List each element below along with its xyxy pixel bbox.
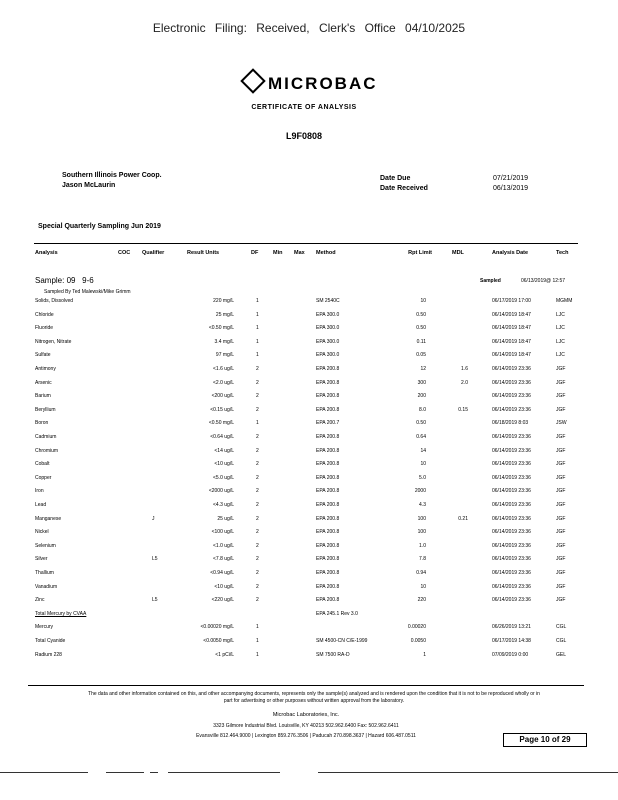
row-rpt-limit: 1.0 — [419, 542, 426, 549]
row-rpt-limit: 8.0 — [419, 406, 426, 413]
page-number: Page 10 of 29 — [503, 733, 587, 747]
row-method: EPA 200.8 — [316, 488, 340, 495]
row-mdl: 0.21 — [458, 515, 468, 522]
row-analysis: Beryllium — [35, 406, 56, 413]
row-analysis: Selenium — [35, 542, 56, 549]
footer-divider — [28, 685, 584, 686]
row-analysis: Antimony — [35, 366, 56, 372]
row-tech: JGF — [556, 570, 566, 576]
row-analysis: Solids, Dissolved — [35, 298, 74, 304]
row-analysis: Silver — [35, 556, 48, 563]
row-result: <100 ug/L — [211, 529, 234, 536]
row-tech: LJC — [556, 311, 565, 318]
col-coc: COC — [118, 250, 131, 256]
row-analysis-date: 06/14/2019 23:36 — [492, 406, 531, 413]
row-rpt-limit: 200 — [417, 393, 426, 400]
row-df: 1 — [256, 311, 259, 318]
row-analysis: Zinc — [35, 597, 45, 604]
row-analysis-date: 06/14/2019 23:36 — [492, 570, 531, 576]
row-method: EPA 300.0 — [316, 325, 340, 332]
row-result: <200 ug/L — [211, 393, 234, 400]
row-result: <2000 ug/L — [208, 488, 234, 495]
row-analysis-date: 06/14/2019 23:36 — [492, 515, 531, 522]
row-tech: CGL — [556, 638, 567, 644]
row-analysis-date: 06/14/2019 18:47 — [492, 352, 531, 359]
table-row — [0, 434, 618, 447]
date-due: 07/21/2019 — [493, 175, 529, 182]
table-row — [0, 352, 618, 365]
row-result: <10 ug/L — [214, 461, 234, 468]
row-result: <220 ug/L — [211, 597, 234, 604]
row-tech: JGF — [556, 379, 566, 386]
header-divider — [34, 243, 578, 244]
col-min: Min — [273, 250, 283, 256]
row-analysis-date: 06/14/2019 23:36 — [492, 529, 531, 536]
row-analysis-date: 06/14/2019 23:36 — [492, 556, 531, 563]
table-row — [0, 597, 618, 610]
row-tech: JGF — [556, 393, 566, 400]
row-method: EPA 200.8 — [316, 583, 340, 590]
row-method: EPA 200.8 — [316, 447, 340, 454]
row-method: EPA 200.8 — [316, 393, 340, 400]
table-row — [0, 611, 618, 624]
row-rpt-limit: 0.50 — [416, 311, 426, 318]
row-method: EPA 200.8 — [316, 461, 340, 468]
row-rpt-limit: 100 — [417, 515, 426, 522]
row-method: EPA 200.8 — [316, 434, 340, 440]
row-df: 2 — [256, 556, 259, 563]
row-rpt-limit: 2000 — [414, 488, 426, 495]
row-rpt-limit: 10 — [420, 583, 426, 590]
row-result: <0.50 mg/L — [208, 420, 234, 427]
row-analysis: Total Cyanide — [35, 638, 66, 644]
row-df: 1 — [256, 338, 259, 345]
date-received-label: Date Received — [380, 185, 428, 192]
row-analysis: Chromium — [35, 447, 59, 454]
row-result: <0.50 mg/L — [208, 325, 234, 332]
row-tech: JGF — [556, 434, 566, 440]
row-analysis-date: 06/14/2019 18:47 — [492, 325, 531, 332]
footer-disclaimer: The data and other information contained on this, and other accompanying documents, represents only the sample(s) analyzed and is rendered upon the condition that it is not to be reproduced wholly or in part for advertising or other purposes without written approval from the laboratory. — [88, 691, 540, 704]
row-result: <0.94 ug/L — [210, 570, 234, 576]
row-rpt-limit: 0.94 — [416, 570, 426, 576]
table-row — [0, 556, 618, 569]
row-df: 2 — [256, 529, 259, 536]
row-analysis: Total Mercury by CVAA — [35, 610, 87, 617]
row-rpt-limit: 5.0 — [419, 474, 426, 481]
row-analysis-date: 06/26/2019 13:21 — [492, 624, 531, 631]
row-result: <7.8 ug/L — [213, 556, 234, 563]
row-df: 1 — [256, 352, 259, 359]
row-tech: JSW — [556, 420, 567, 427]
row-method: EPA 200.7 — [316, 420, 340, 427]
row-analysis: Chloride — [35, 311, 54, 318]
row-analysis-date: 06/14/2019 18:47 — [492, 338, 531, 345]
microbac-diamond-icon — [240, 68, 265, 93]
row-rpt-limit: 0.05 — [416, 352, 426, 359]
table-row — [0, 652, 618, 665]
row-rpt-limit: 12 — [420, 366, 426, 372]
row-result: <5.0 ug/L — [213, 474, 234, 481]
scan-line — [0, 772, 88, 773]
row-rpt-limit: 10 — [420, 461, 426, 468]
row-method: EPA 245.1 Rev 3.0 — [316, 610, 358, 617]
table-row — [0, 529, 618, 542]
row-method: EPA 300.0 — [316, 338, 340, 345]
row-analysis-date: 06/14/2019 23:36 — [492, 393, 531, 400]
col-qualifier: Qualifier — [142, 250, 165, 256]
row-analysis: Nitrogen, Nitrate — [35, 338, 72, 345]
row-method: EPA 300.0 — [316, 311, 340, 318]
scan-line — [106, 772, 144, 773]
date-due-label: Date Due — [380, 175, 411, 182]
row-rpt-limit: 100 — [417, 529, 426, 536]
table-row — [0, 638, 618, 651]
row-analysis-date: 07/09/2019 0:00 — [492, 651, 529, 658]
row-tech: LJC — [556, 325, 565, 332]
row-analysis: Fluoride — [35, 325, 54, 332]
row-analysis: Cobalt — [35, 461, 50, 468]
row-analysis-date: 06/14/2019 23:36 — [492, 366, 531, 372]
document-title: CERTIFICATE OF ANALYSIS — [251, 104, 357, 111]
row-analysis: Nickel — [35, 529, 49, 536]
row-analysis-date: 06/17/2019 14:38 — [492, 638, 531, 644]
row-tech: CGL — [556, 624, 567, 631]
row-analysis-date: 06/14/2019 23:36 — [492, 583, 531, 590]
row-tech: GEL — [556, 651, 567, 658]
row-rpt-limit: 0.00020 — [407, 624, 426, 631]
row-analysis: Copper — [35, 474, 52, 481]
row-qualifier: L5 — [152, 556, 158, 563]
row-rpt-limit: 1 — [423, 651, 426, 658]
row-rpt-limit: 0.50 — [416, 420, 426, 427]
row-result: <1.6 ug/L — [213, 366, 234, 372]
sampled-label: Sampled — [480, 278, 501, 284]
col-df: DF — [251, 250, 259, 256]
col-result-units: Result Units — [187, 250, 220, 256]
table-row — [0, 502, 618, 515]
col-max: Max — [294, 250, 305, 256]
row-result: <10 ug/L — [214, 583, 234, 590]
row-analysis-date: 06/14/2019 23:36 — [492, 461, 531, 468]
row-tech: LJC — [556, 352, 565, 359]
row-analysis-date: 06/18/2019 8:03 — [492, 420, 529, 427]
row-method: SM 4500-CN C/E-1999 — [316, 638, 368, 644]
row-result: 3.4 mg/L — [214, 338, 234, 345]
row-analysis-date: 06/14/2019 23:36 — [492, 502, 531, 508]
row-analysis-date: 06/17/2019 17:00 — [492, 298, 531, 304]
scan-line — [168, 772, 280, 773]
row-analysis: Lead — [35, 502, 47, 508]
row-tech: MGMM — [556, 298, 573, 304]
project-title: Special Quarterly Sampling Jun 2019 — [38, 223, 161, 230]
row-analysis: Barium — [35, 393, 51, 400]
col-mdl: MDL — [452, 250, 464, 256]
row-qualifier: L5 — [152, 597, 158, 604]
row-analysis: Sulfate — [35, 352, 51, 359]
row-df: 2 — [256, 461, 259, 468]
col-method: Method — [316, 250, 336, 256]
row-df: 2 — [256, 597, 259, 604]
row-tech: JGF — [556, 474, 566, 481]
row-df: 1 — [256, 420, 259, 427]
row-df: 2 — [256, 434, 259, 440]
row-method: EPA 200.8 — [316, 502, 340, 508]
table-row — [0, 366, 618, 379]
sample-id: 9-6 — [82, 276, 94, 285]
row-tech: JGF — [556, 583, 566, 590]
row-mdl: 1.6 — [461, 366, 468, 372]
row-analysis: Cadmium — [35, 434, 57, 440]
lab-number: L9F0808 — [285, 131, 323, 141]
row-result: <1.0 ug/L — [213, 542, 234, 549]
row-mdl: 0.15 — [458, 406, 468, 413]
row-analysis: Thallium — [35, 570, 54, 576]
table-row — [0, 448, 618, 461]
col-analysis: Analysis — [35, 250, 58, 256]
row-qualifier: J — [152, 515, 155, 522]
row-rpt-limit: 7.8 — [419, 556, 426, 563]
row-method: EPA 200.8 — [316, 366, 340, 372]
row-tech: JGF — [556, 529, 566, 536]
row-df: 1 — [256, 325, 259, 332]
row-rpt-limit: 0.64 — [416, 434, 426, 440]
row-rpt-limit: 0.50 — [416, 325, 426, 332]
scan-line — [150, 772, 158, 773]
row-analysis-date: 06/14/2019 23:36 — [492, 597, 531, 604]
row-analysis-date: 06/14/2019 18:47 — [492, 311, 531, 318]
row-tech: LJC — [556, 338, 565, 345]
row-analysis: Mercury — [35, 624, 54, 631]
row-result: <0.0050 mg/L — [203, 638, 234, 644]
row-analysis: Boron — [35, 420, 49, 427]
row-method: EPA 200.8 — [316, 474, 340, 481]
row-result: <2.0 ug/L — [213, 379, 234, 386]
row-method: EPA 200.8 — [316, 529, 340, 536]
row-method: EPA 200.8 — [316, 515, 340, 522]
lab-name: Microbac Laboratories, Inc. — [272, 712, 340, 718]
table-row — [0, 584, 618, 597]
row-analysis: Iron — [35, 488, 44, 495]
table-row — [0, 624, 618, 637]
table-row — [0, 325, 618, 338]
row-df: 2 — [256, 502, 259, 508]
row-result: 25 ug/L — [217, 515, 234, 522]
table-row — [0, 312, 618, 325]
row-tech: JGF — [556, 502, 566, 508]
table-row — [0, 461, 618, 474]
client-contact: Jason McLaurin — [62, 182, 116, 189]
row-analysis-date: 06/14/2019 23:36 — [492, 379, 531, 386]
sampled-datetime: 06/13/2019@ 12:57 — [521, 278, 566, 284]
row-df: 2 — [256, 515, 259, 522]
row-method: EPA 200.8 — [316, 406, 340, 413]
table-row — [0, 393, 618, 406]
row-result: <14 ug/L — [214, 447, 234, 454]
row-result: <4.3 ug/L — [213, 502, 234, 508]
table-row — [0, 298, 618, 311]
row-df: 2 — [256, 406, 259, 413]
brand-name: MICROBAC — [268, 74, 378, 93]
table-row — [0, 570, 618, 583]
row-analysis-date: 06/14/2019 23:36 — [492, 447, 531, 454]
row-df: 2 — [256, 542, 259, 549]
sample-header — [35, 276, 94, 285]
row-analysis: Manganese — [35, 515, 62, 522]
row-result: 97 mg/L — [215, 352, 234, 359]
row-method: EPA 200.8 — [316, 542, 340, 549]
row-df: 2 — [256, 447, 259, 454]
sample-label: Sample: 09 — [35, 276, 76, 285]
row-df: 2 — [256, 366, 259, 372]
table-row — [0, 516, 618, 529]
row-tech: JGF — [556, 515, 566, 522]
row-method: EPA 200.8 — [316, 597, 340, 604]
row-tech: JGF — [556, 488, 566, 495]
row-rpt-limit: 14 — [420, 447, 426, 454]
row-df: 2 — [256, 474, 259, 481]
table-row — [0, 407, 618, 420]
filing-stamp: Electronic Filing: Received, Clerk's Office 04/10/2025 — [152, 21, 466, 35]
table-row — [0, 543, 618, 556]
table-row — [0, 488, 618, 501]
row-df: 1 — [256, 624, 259, 631]
table-row — [0, 380, 618, 393]
row-mdl: 2.0 — [461, 379, 468, 386]
date-received: 06/13/2019 — [493, 185, 529, 192]
row-rpt-limit: 4.3 — [419, 502, 426, 508]
row-result: 220 mg/L — [213, 298, 234, 304]
row-result: 25 mg/L — [215, 311, 234, 318]
row-analysis-date: 06/14/2019 23:36 — [492, 474, 531, 481]
row-df: 2 — [256, 488, 259, 495]
row-result: <1 pCi/L — [215, 651, 234, 658]
row-method: EPA 200.8 — [316, 570, 340, 576]
row-df: 1 — [256, 651, 259, 658]
row-df: 2 — [256, 379, 259, 386]
lab-address: 3323 Gilmore Industrial Blvd. Louisville, KY 40213 502.962.6400 Fax: 502.962.6411 — [213, 723, 399, 729]
row-method: EPA 300.0 — [316, 352, 340, 359]
table-row — [0, 475, 618, 488]
row-analysis: Radium 228 — [35, 651, 62, 658]
row-method: SM 2540C — [316, 298, 340, 304]
row-tech: JGF — [556, 461, 566, 468]
row-rpt-limit: 0.0050 — [410, 638, 426, 644]
table-row — [0, 339, 618, 352]
row-df: 1 — [256, 638, 259, 644]
scan-line — [318, 772, 618, 773]
row-rpt-limit: 300 — [417, 379, 426, 386]
row-rpt-limit: 10 — [420, 298, 426, 304]
lab-phones: Evansville 812.464.9000 | Lexington 859.276.3506 | Paducah 270.898.3637 | Hazard 606.487.0511 — [196, 733, 416, 739]
row-tech: JGF — [556, 447, 566, 454]
col-tech: Tech — [556, 250, 569, 256]
row-analysis: Arsenic — [35, 379, 52, 386]
row-tech: JGF — [556, 406, 566, 413]
row-analysis-date: 06/14/2019 23:36 — [492, 434, 531, 440]
row-tech: JGF — [556, 597, 566, 604]
row-result: <0.15 ug/L — [210, 406, 234, 413]
table-row — [0, 420, 618, 433]
row-rpt-limit: 220 — [417, 597, 426, 604]
row-method: EPA 200.8 — [316, 556, 340, 563]
client-name: Southern Illinois Power Coop. — [62, 172, 162, 179]
row-tech: JGF — [556, 542, 566, 549]
row-method: SM 7500 RA-D — [316, 651, 350, 658]
row-df: 2 — [256, 570, 259, 576]
row-tech: JGF — [556, 366, 566, 372]
row-result: <0.00020 mg/L — [200, 624, 234, 631]
row-analysis-date: 06/14/2019 23:36 — [492, 542, 531, 549]
row-df: 2 — [256, 393, 259, 400]
row-df: 1 — [256, 298, 259, 304]
row-method: EPA 200.8 — [316, 379, 340, 386]
sampled-by: Sampled By Ted Malewski/Mike Grimm — [44, 289, 131, 295]
col-rpt-limit: Rpt Limit — [408, 250, 432, 256]
row-df: 2 — [256, 583, 259, 590]
row-result: <0.64 ug/L — [210, 434, 234, 440]
row-rpt-limit: 0.11 — [416, 338, 426, 345]
company-logo — [244, 72, 378, 94]
row-analysis: Vanadium — [35, 583, 58, 590]
row-tech: JGF — [556, 556, 566, 563]
row-analysis-date: 06/14/2019 23:36 — [492, 488, 531, 495]
col-analysis-date: Analysis Date — [492, 250, 529, 256]
